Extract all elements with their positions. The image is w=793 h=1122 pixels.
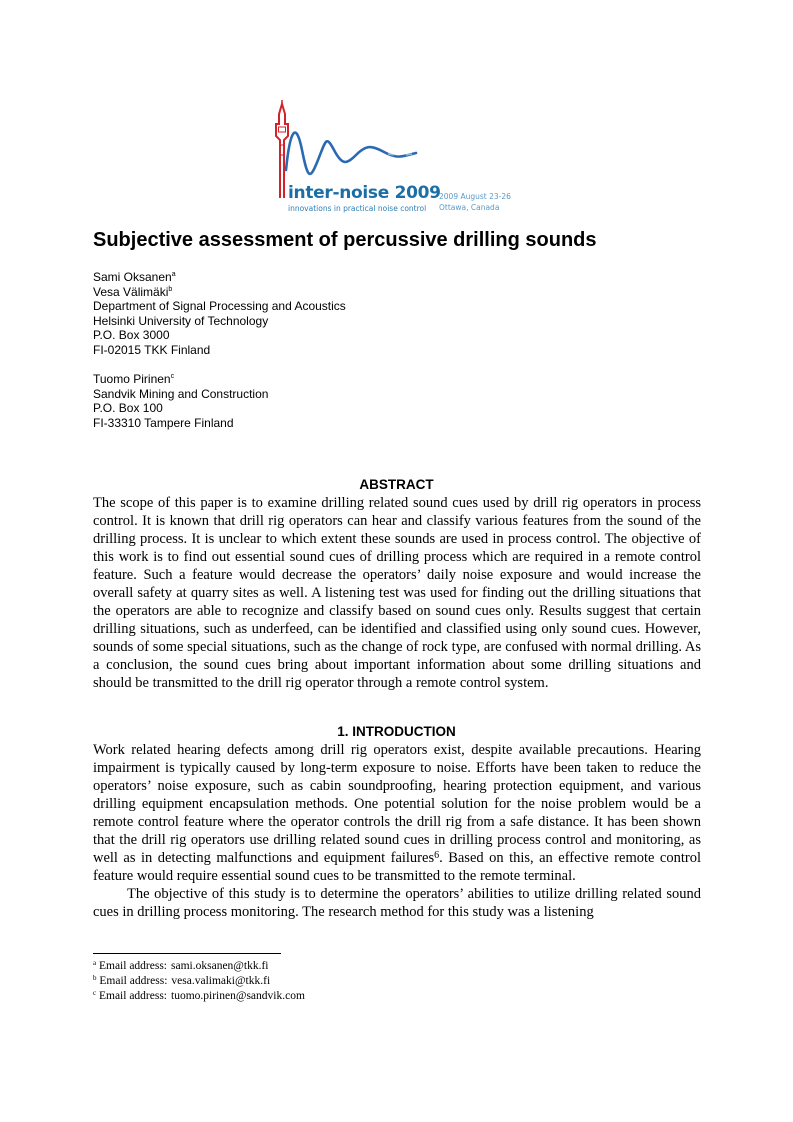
conference-tagline: innovations in practical noise control: [288, 204, 427, 213]
author-block: [93, 270, 346, 431]
affiliation-line: Helsinki University of Technology: [93, 313, 269, 328]
conference-date: 2009 August 23-26: [439, 192, 511, 201]
footnote: $^c$ Email address: tuomo.pirinen@sandvik.com: [93, 989, 305, 1002]
author-name: Tuomo Pirinen: [93, 372, 171, 387]
author-mark: c: [170, 373, 175, 381]
affiliation-line: P.O. Box 100: [93, 401, 163, 416]
citation-ref: 6: [434, 850, 440, 861]
affiliation-line: P.O. Box 3000: [93, 328, 170, 343]
email-address[interactable]: tuomo.pirinen@sandvik.com: [171, 990, 305, 1002]
introduction-heading: 1. INTRODUCTION: [337, 724, 456, 739]
conference-logo: [266, 100, 526, 218]
conference-date-location: [439, 191, 511, 213]
footnote-divider: [93, 953, 281, 954]
author-line: [93, 372, 346, 387]
introduction-paragraph: Work related hearing defects among drill rig operators exist, despite available precautions. Hearing impairment is typically caused by long-term exposure to noise. Efforts have been taken to reduce the operators’ noise exposure, such as cabin soundproofing, hearing protection equipment, and various drilling equipment encapsulation methods. One potential solution for the noise problem would be a remote control feature where the operator controls the drill rig from a safe distance. It has been shown that the drill rig operators use drilling related sound cues in drilling process control and monitoring, as well as in detecting malfunctions and equipment failures$^6$. Based on this, an effective remote control feature would require essential sound cues to be transmitted to the remote terminal.: [93, 742, 701, 884]
paper-title: Subjective assessment of percussive drilling sounds: [93, 229, 597, 251]
author-line: [93, 285, 346, 300]
affiliation-line: Department of Signal Processing and Acoustics: [93, 299, 346, 314]
conference-name: inter-noise 2009: [288, 183, 441, 203]
conference-location: Ottawa, Canada: [439, 203, 500, 212]
email-address[interactable]: vesa.valimaki@tkk.fi: [171, 975, 271, 987]
author-line: [93, 270, 346, 285]
abstract-paragraph: The scope of this paper is to examine drilling related sound cues used by drill rig operators in process control. It is known that drill rig operators can hear and classify various features from the sound of the drilling process. It is unclear to which extent these sounds are used in process control. The objective of this work is to find out essential sound cues of drilling process which are required in a remote control feature. Such a feature would decrease the operators’ daily noise exposure and would increase the overall safety at quarry sites as well. A listening test was used for finding out the drilling situations that the operators are able to recognize and classify based on sound cues only. Results suggest that certain drilling situations, such as underfeed, can be identified and classified using only sound cues. However, sounds of some special situations, such as the change of rock type, are confused with normal drilling. As a conclusion, the sound cues bring about important information about some drilling situations and should be transmitted to the drill rig operator through a remote control system.: [93, 495, 701, 691]
author-name: Vesa Välimäki: [93, 284, 169, 299]
introduction-body: [93, 741, 701, 921]
affiliation-line: Sandvik Mining and Construction: [93, 386, 269, 401]
affiliation-line: FI-33310 Tampere Finland: [93, 415, 234, 430]
email-address[interactable]: sami.oksanen@tkk.fi: [171, 960, 269, 972]
author-mark: a: [171, 271, 176, 278]
abstract-heading: ABSTRACT: [359, 477, 434, 492]
footnote: $^a$ Email address: sami.oksanen@tkk.fi: [93, 959, 269, 972]
affiliation-line: FI-02015 TKK Finland: [93, 342, 211, 357]
footnote: $^b$ Email address: vesa.valimaki@tkk.fi: [93, 974, 271, 987]
introduction-paragraph: The objective of this study is to determine the operators’ abilities to utilize drilling related sound cues in drilling process monitoring. The research method for this study was a listening: [93, 886, 701, 920]
footnotes: [93, 959, 305, 1004]
author-mark: b: [168, 285, 173, 293]
author-name: Sami Oksanen: [93, 270, 172, 284]
abstract-body: [93, 494, 701, 692]
